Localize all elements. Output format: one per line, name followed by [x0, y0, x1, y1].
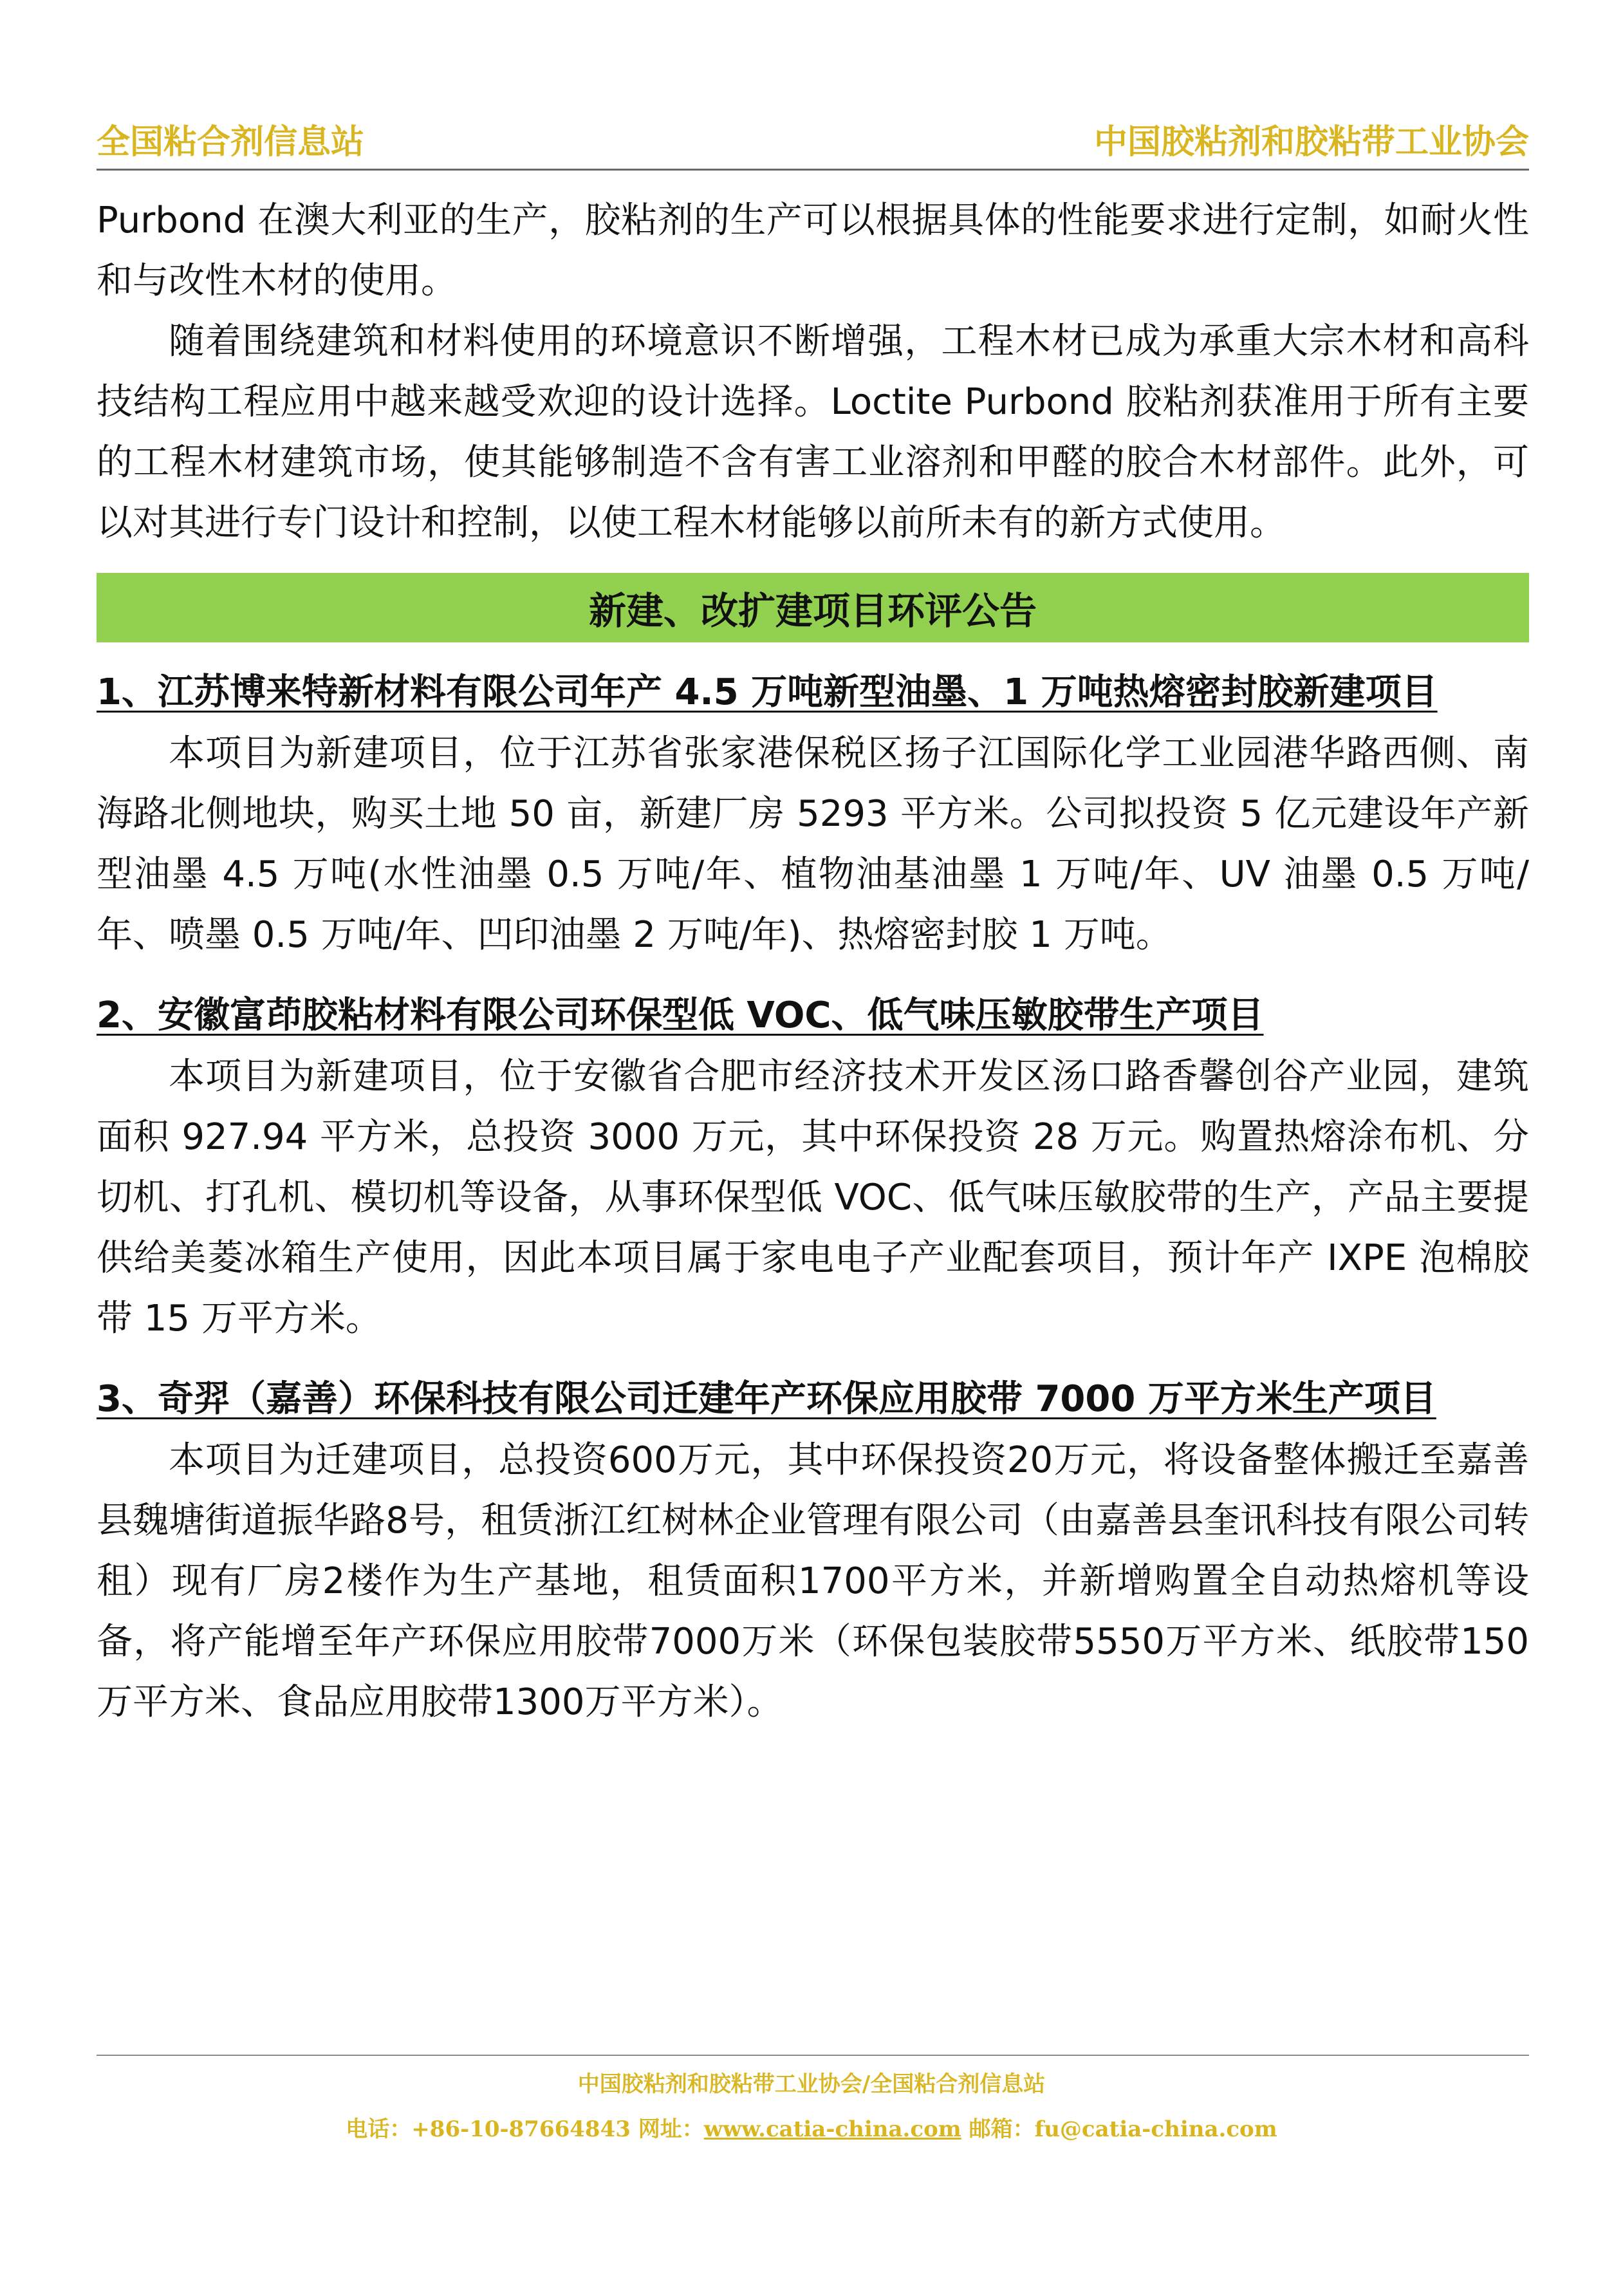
section-banner — [97, 573, 1529, 642]
header-right-title: 中国胶粘剂和胶粘带工业协会 — [1093, 123, 1529, 162]
intro-paragraph-1: Purbond 在澳大利亚的生产，胶粘剂的生产可以根据具体的性能要求进行定制，如耐火性和与改性木材的使用。 — [97, 200, 1529, 302]
project-1-body: 本项目为新建项目，位于江苏省张家港保税区扬子江国际化学工业园港华路西侧、南海路北侧地块，购买土地 50 亩，新建厂房 5293 平方米。公司拟投资 5 亿元建设年产新型油墨 4.5 万吨(水性油墨 0.5 万吨/年、植物油基油墨 1 万吨/年、UV 油墨 0.5 万吨/年、喷墨 0.5 万吨/年、凹印油墨 2 万吨/年)、热熔密封胶 1 万吨。 — [97, 733, 1529, 956]
header-left-title: 全国粘合剂信息站 — [97, 123, 365, 162]
project-2-body: 本项目为新建项目，位于安徽省合肥市经济技术开发区汤口路香馨创谷产业园，建筑面积 927.94 平方米，总投资 3000 万元，其中环保投资 28 万元。购置热熔涂布机、分切机、打孔机、模切机等设备，从事环保型低 VOC、低气味压敏胶带的生产，产品主要提供给美菱冰箱生产使用，因此本项目属于家电电子产业配套项目，预计年产 IXPE 泡棉胶带 15 万平方米。 — [97, 1056, 1529, 1339]
footer-website-link[interactable]: www.catia-china.com — [703, 2116, 961, 2142]
header-divider — [97, 169, 1529, 171]
footer-contact — [0, 2111, 1623, 2143]
page-header — [97, 115, 1529, 163]
section-banner-title: 新建、改扩建项目环评公告 — [588, 589, 1037, 633]
project-3-body: 本项目为迁建项目，总投资600万元，其中环保投资20万元，将设备整体搬迁至嘉善县魏塘街道振华路8号，租赁浙江红树林企业管理有限公司（由嘉善县奎讯科技有限公司转租）现有厂房2楼作为生产基地，租赁面积1700平方米，并新增购置全自动热熔机等设备，将产能增至年产环保应用胶带7000万米（环保包装胶带5550万平方米、纸胶带150万平方米、食品应用胶带1300万平方米）。 — [97, 1439, 1529, 1723]
project-2-title — [97, 985, 1529, 1047]
project-3-title-text: 3、奇羿（嘉善）环保科技有限公司迁建年产环保应用胶带 7000 万平方米生产项目 — [97, 1378, 1436, 1420]
footer-divider — [97, 2055, 1529, 2056]
footer-email: 邮箱：fu@catia-china.com — [961, 2116, 1277, 2142]
project-1-title — [97, 662, 1529, 723]
project-2-title-text: 2、安徽富茚胶粘材料有限公司环保型低 VOC、低气味压敏胶带生产项目 — [97, 994, 1264, 1036]
document-body — [97, 191, 1529, 1733]
footer-organization: 中国胶粘剂和胶粘带工业协会/全国粘合剂信息站 — [577, 2071, 1046, 2097]
footer-phone: 电话：+86-10-87664843 网址： — [346, 2116, 704, 2142]
project-3-title — [97, 1368, 1529, 1430]
intro-paragraph-2: 随着围绕建筑和材料使用的环境意识不断增强，工程木材已成为承重大宗木材和高科技结构工程应用中越来越受欢迎的设计选择。Loctite Purbond 胶粘剂获准用于所有主要的工程木材建筑市场，使其能够制造不含有害工业溶剂和甲醛的胶合木材部件。此外，可以对其进行专门设计和控制，以使工程木材能够以前所未有的新方式使用。 — [97, 321, 1529, 544]
project-1-title-text: 1、江苏博来特新材料有限公司年产 4.5 万吨新型油墨、1 万吨热熔密封胶新建项目 — [97, 671, 1438, 713]
